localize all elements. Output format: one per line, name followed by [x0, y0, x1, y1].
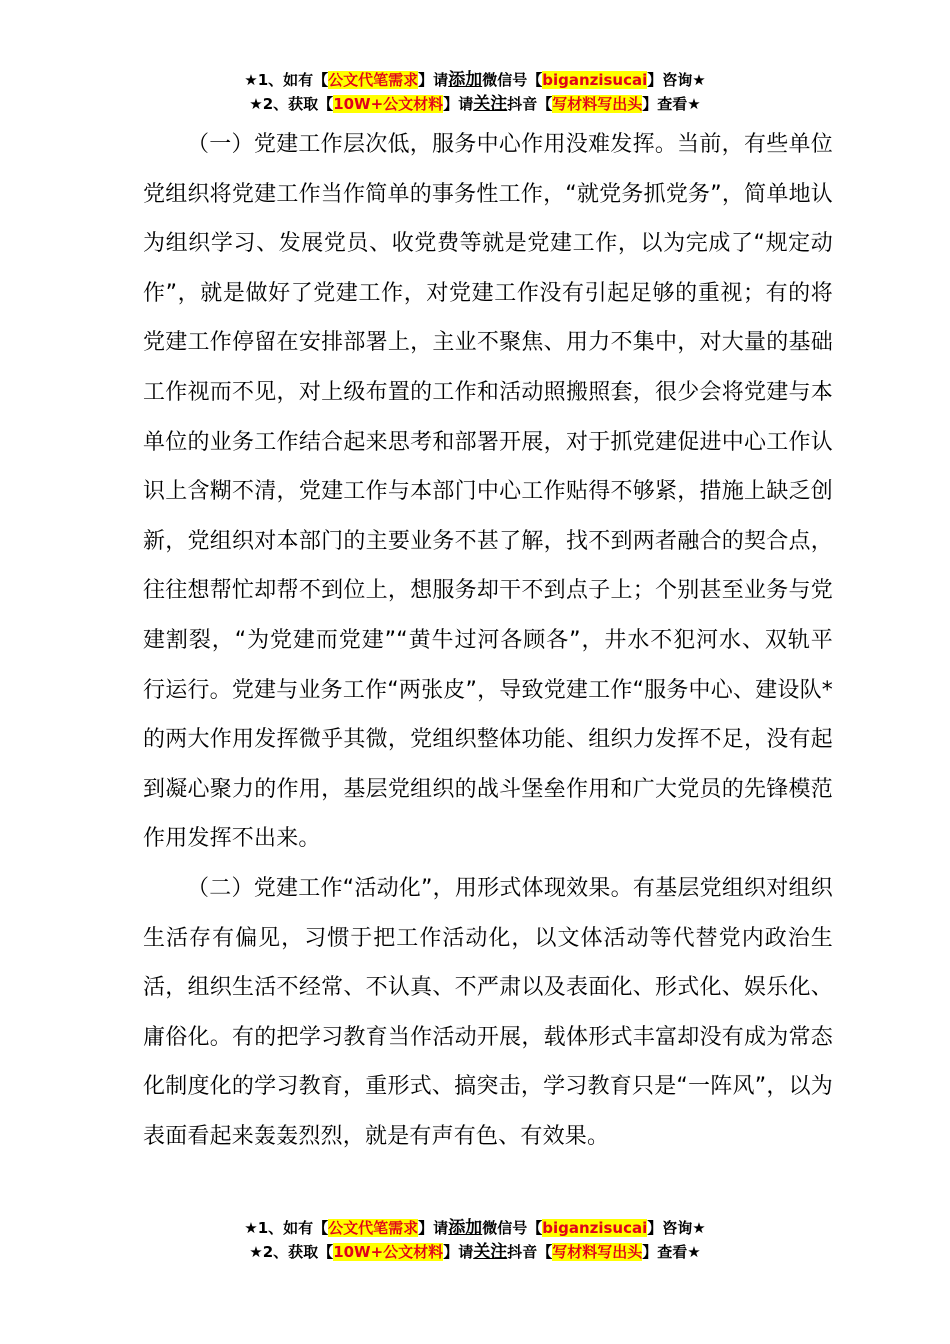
promo-highlight: 公文代笔需求	[328, 1219, 419, 1237]
promo-text: 】请	[418, 1219, 449, 1237]
promo-highlight-wechat-id: biganzisucai	[542, 71, 648, 89]
promo-highlight: 公文代笔需求	[328, 71, 419, 89]
promo-text: 抖音【	[507, 95, 553, 113]
promo-line-2	[0, 1240, 950, 1264]
promo-underlined-text: 关注	[473, 1242, 508, 1262]
promo-prefix: ★1、如有【	[244, 1219, 329, 1237]
promo-underlined-text: 添加	[448, 1218, 483, 1238]
promo-highlight: 10W+公文材料	[333, 1243, 444, 1261]
promo-prefix: ★2、获取【	[249, 1243, 334, 1261]
promo-highlight-douyin-id: 写材料写出头	[552, 95, 643, 113]
promo-header	[0, 68, 950, 116]
promo-highlight-wechat-id: biganzisucai	[542, 1219, 648, 1237]
promo-text: 】请	[418, 71, 449, 89]
promo-suffix: 】查看★	[642, 1243, 701, 1261]
promo-prefix: ★2、获取【	[249, 95, 334, 113]
promo-highlight-douyin-id: 写材料写出头	[552, 1243, 643, 1261]
document-body	[143, 120, 833, 1161]
promo-highlight: 10W+公文材料	[333, 95, 444, 113]
promo-suffix: 】咨询★	[647, 71, 706, 89]
paragraph-2: （二）党建工作“活动化”，用形式体现效果。有基层党组织对组织生活存有偏见，习惯于把工作活动化，以文体活动等代替党内政治生活，组织生活不经常、不认真、不严肃以及表面化、形式化、娱乐化、庸俗化。有的把学习教育当作活动开展，载体形式丰富却没有成为常态化制度化的学习教育，重形式、搞突击，学习教育只是“一阵风”，以为表面看起来轰轰烈烈，就是有声有色、有效果。	[143, 875, 833, 1149]
promo-text: 】请	[443, 95, 474, 113]
promo-text: 抖音【	[507, 1243, 553, 1261]
promo-text: 微信号【	[482, 71, 543, 89]
promo-line-1	[0, 68, 950, 92]
promo-text: 微信号【	[482, 1219, 543, 1237]
promo-underlined-text: 关注	[473, 94, 508, 114]
promo-suffix: 】查看★	[642, 95, 701, 113]
promo-footer	[0, 1216, 950, 1264]
promo-prefix: ★1、如有【	[244, 71, 329, 89]
promo-line-1	[0, 1216, 950, 1240]
promo-text: 】请	[443, 1243, 474, 1261]
promo-suffix: 】咨询★	[647, 1219, 706, 1237]
promo-line-2	[0, 92, 950, 116]
promo-underlined-text: 添加	[448, 70, 483, 90]
paragraph-1: （一）党建工作层次低，服务中心作用没难发挥。当前，有些单位党组织将党建工作当作简单的事务性工作，“就党务抓党务”，简单地认为组织学习、发展党员、收党费等就是党建工作，以为完成了“规定动作”，就是做好了党建工作，对党建工作没有引起足够的重视；有的将党建工作停留在安排部署上，主业不聚焦、用力不集中，对大量的基础工作视而不见，对上级布置的工作和活动照搬照套，很少会将党建与本单位的业务工作结合起来思考和部署开展，对于抓党建促进中心工作认识上含糊不清，党建工作与本部门中心工作贴得不够紧，措施上缺乏创新，党组织对本部门的主要业务不甚了解，找不到两者融合的契合点，往往想帮忙却帮不到位上，想服务却干不到点子上；个别甚至业务与党建割裂，“为党建而党建”“黄牛过河各顾各”，井水不犯河水、双轨平行运行。党建与业务工作“两张皮”，导致党建工作“服务中心、建设队*的两大作用发挥微乎其微，党组织整体功能、组织力发挥不足，没有起到凝心聚力的作用，基层党组织的战斗堡垒作用和广大党员的先锋模范作用发挥不出来。	[143, 132, 833, 852]
